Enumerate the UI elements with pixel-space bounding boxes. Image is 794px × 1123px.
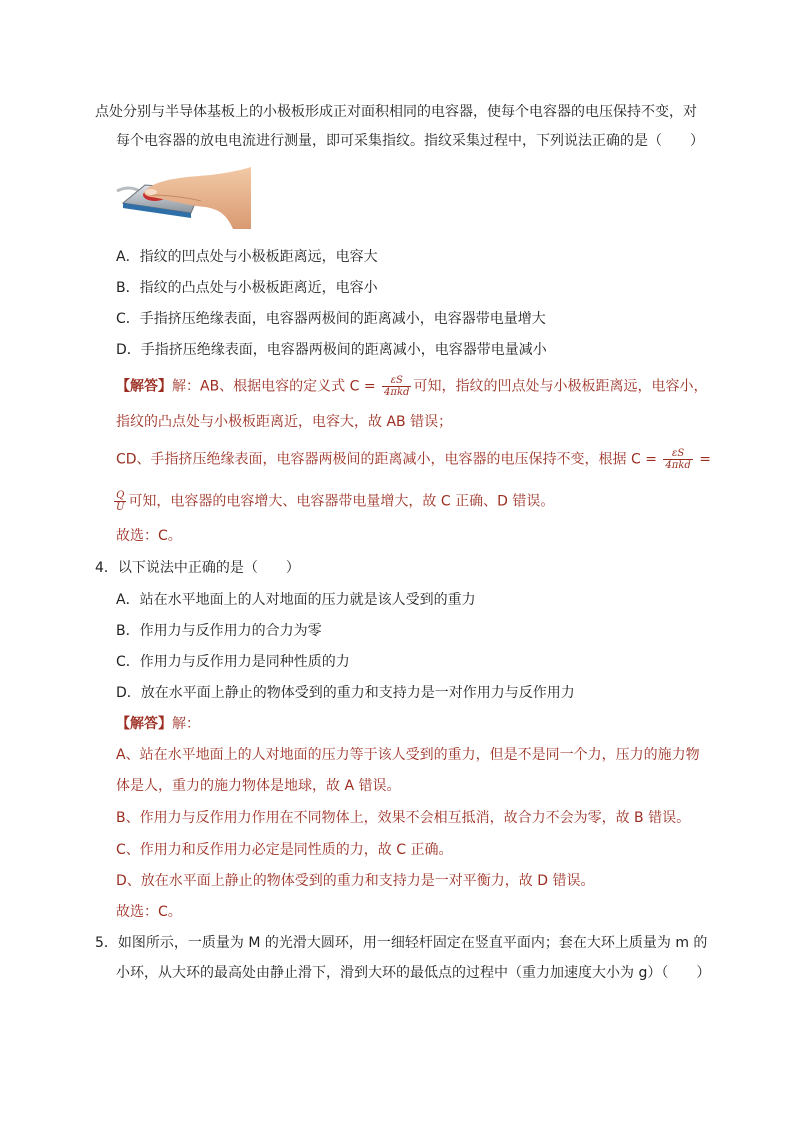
- q5-stem-line-1: 5．如图所示，一质量为 M 的光滑大圆环，用一细轻杆固定在竖直平面内；套在大环上质量为 m 的: [95, 935, 708, 951]
- answer-text: 解：AB、根据电容的定义式 C =: [172, 378, 376, 395]
- q4-answer-line-b: B、作用力与反作用力作用在不同物体上，效果不会相互抵消，故合力不会为零，故 B 错误。: [116, 810, 691, 826]
- formula-numerator: εS: [382, 375, 411, 387]
- answer-tag: 【解答】: [116, 378, 172, 395]
- q4-answer-line-a2: 体是人，重力的施力物体是地球，故 A 错误。: [116, 778, 401, 794]
- q4-answer-choice: 故选：C。: [116, 904, 182, 920]
- formula-numerator: εS: [663, 448, 692, 460]
- q4-stem: 4．以下说法中正确的是（ ）: [95, 560, 300, 576]
- formula-denominator: 4πkd: [665, 460, 691, 471]
- q3-answer-line-1: [116, 375, 707, 398]
- capacitance-formula: [663, 448, 692, 471]
- q3-stem-line-2: 每个电容器的放电电流进行测量，即可采集指纹。指纹采集过程中，下列说法正确的是（ ）: [116, 133, 704, 149]
- q4-answer-line-c: C、作用力和反作用力必定是同性质的力，故 C 正确。: [116, 842, 453, 858]
- q4-option-d: D．放在水平面上静止的物体受到的重力和支持力是一对作用力与反作用力: [116, 685, 575, 701]
- answer-text: 可知，指纹的凹点处与小极板距离远，电容小，: [413, 378, 708, 395]
- q4-answer-header: [116, 714, 200, 734]
- q3-answer-choice: 故选：C。: [116, 528, 182, 544]
- answer-text: 可知，电容器的电容增大、电容器带电量增大，故 C 正确、D 错误。: [128, 493, 555, 510]
- fingerprint-scanner-image: [115, 165, 251, 229]
- q3-answer-line-4: [112, 490, 554, 513]
- answer-tag: 【解答】: [116, 716, 172, 732]
- q3-option-a: A．指纹的凹点处与小极板距离远，电容大: [116, 249, 378, 265]
- q-over-u-formula: [114, 490, 126, 513]
- formula-denominator: U: [116, 502, 125, 513]
- q4-option-a: A．站在水平地面上的人对地面的压力就是该人受到的重力: [116, 592, 476, 608]
- formula-numerator: Q: [114, 490, 126, 502]
- q4-option-b: B．作用力与反作用力的合力为零: [116, 623, 322, 639]
- q3-option-b: B．指纹的凸点处与小极板距离近，电容小: [116, 280, 378, 296]
- q3-answer-line-3: [116, 448, 711, 471]
- q3-option-c: C．手指挤压绝缘表面，电容器两极间的距离减小，电容器带电量增大: [116, 311, 546, 327]
- capacitance-formula: [382, 375, 411, 398]
- q4-option-c: C．作用力与反作用力是同种性质的力: [116, 654, 350, 670]
- q5-stem-line-2: 小环，从大环的最高处由静止滑下，滑到大环的最低点的过程中（重力加速度大小为 g）（ ）: [116, 965, 711, 981]
- q4-answer-line-d: D、放在水平面上静止的物体受到的重力和支持力是一对平衡力，故 D 错误。: [116, 873, 595, 889]
- answer-text: CD、手指挤压绝缘表面，电容器两极间的距离减小，电容器的电压保持不变，根据 C =: [116, 451, 657, 468]
- answer-intro: 解：: [172, 716, 200, 732]
- q4-answer-line-a1: A、站在水平地面上的人对地面的压力等于该人受到的重力，但是不是同一个力，压力的施力物: [116, 747, 700, 763]
- q3-stem-line-1: 点处分别与半导体基板上的小极板形成正对面积相同的电容器，使每个电容器的电压保持不变，对: [95, 104, 697, 120]
- equals-sign: =: [699, 451, 712, 468]
- q3-answer-line-2: 指纹的凸点处与小极板距离近，电容大，故 AB 错误；: [116, 414, 453, 430]
- formula-denominator: 4πkd: [384, 387, 410, 398]
- q3-option-d: D．手指挤压绝缘表面，电容器两极间的距离减小，电容器带电量减小: [116, 342, 547, 358]
